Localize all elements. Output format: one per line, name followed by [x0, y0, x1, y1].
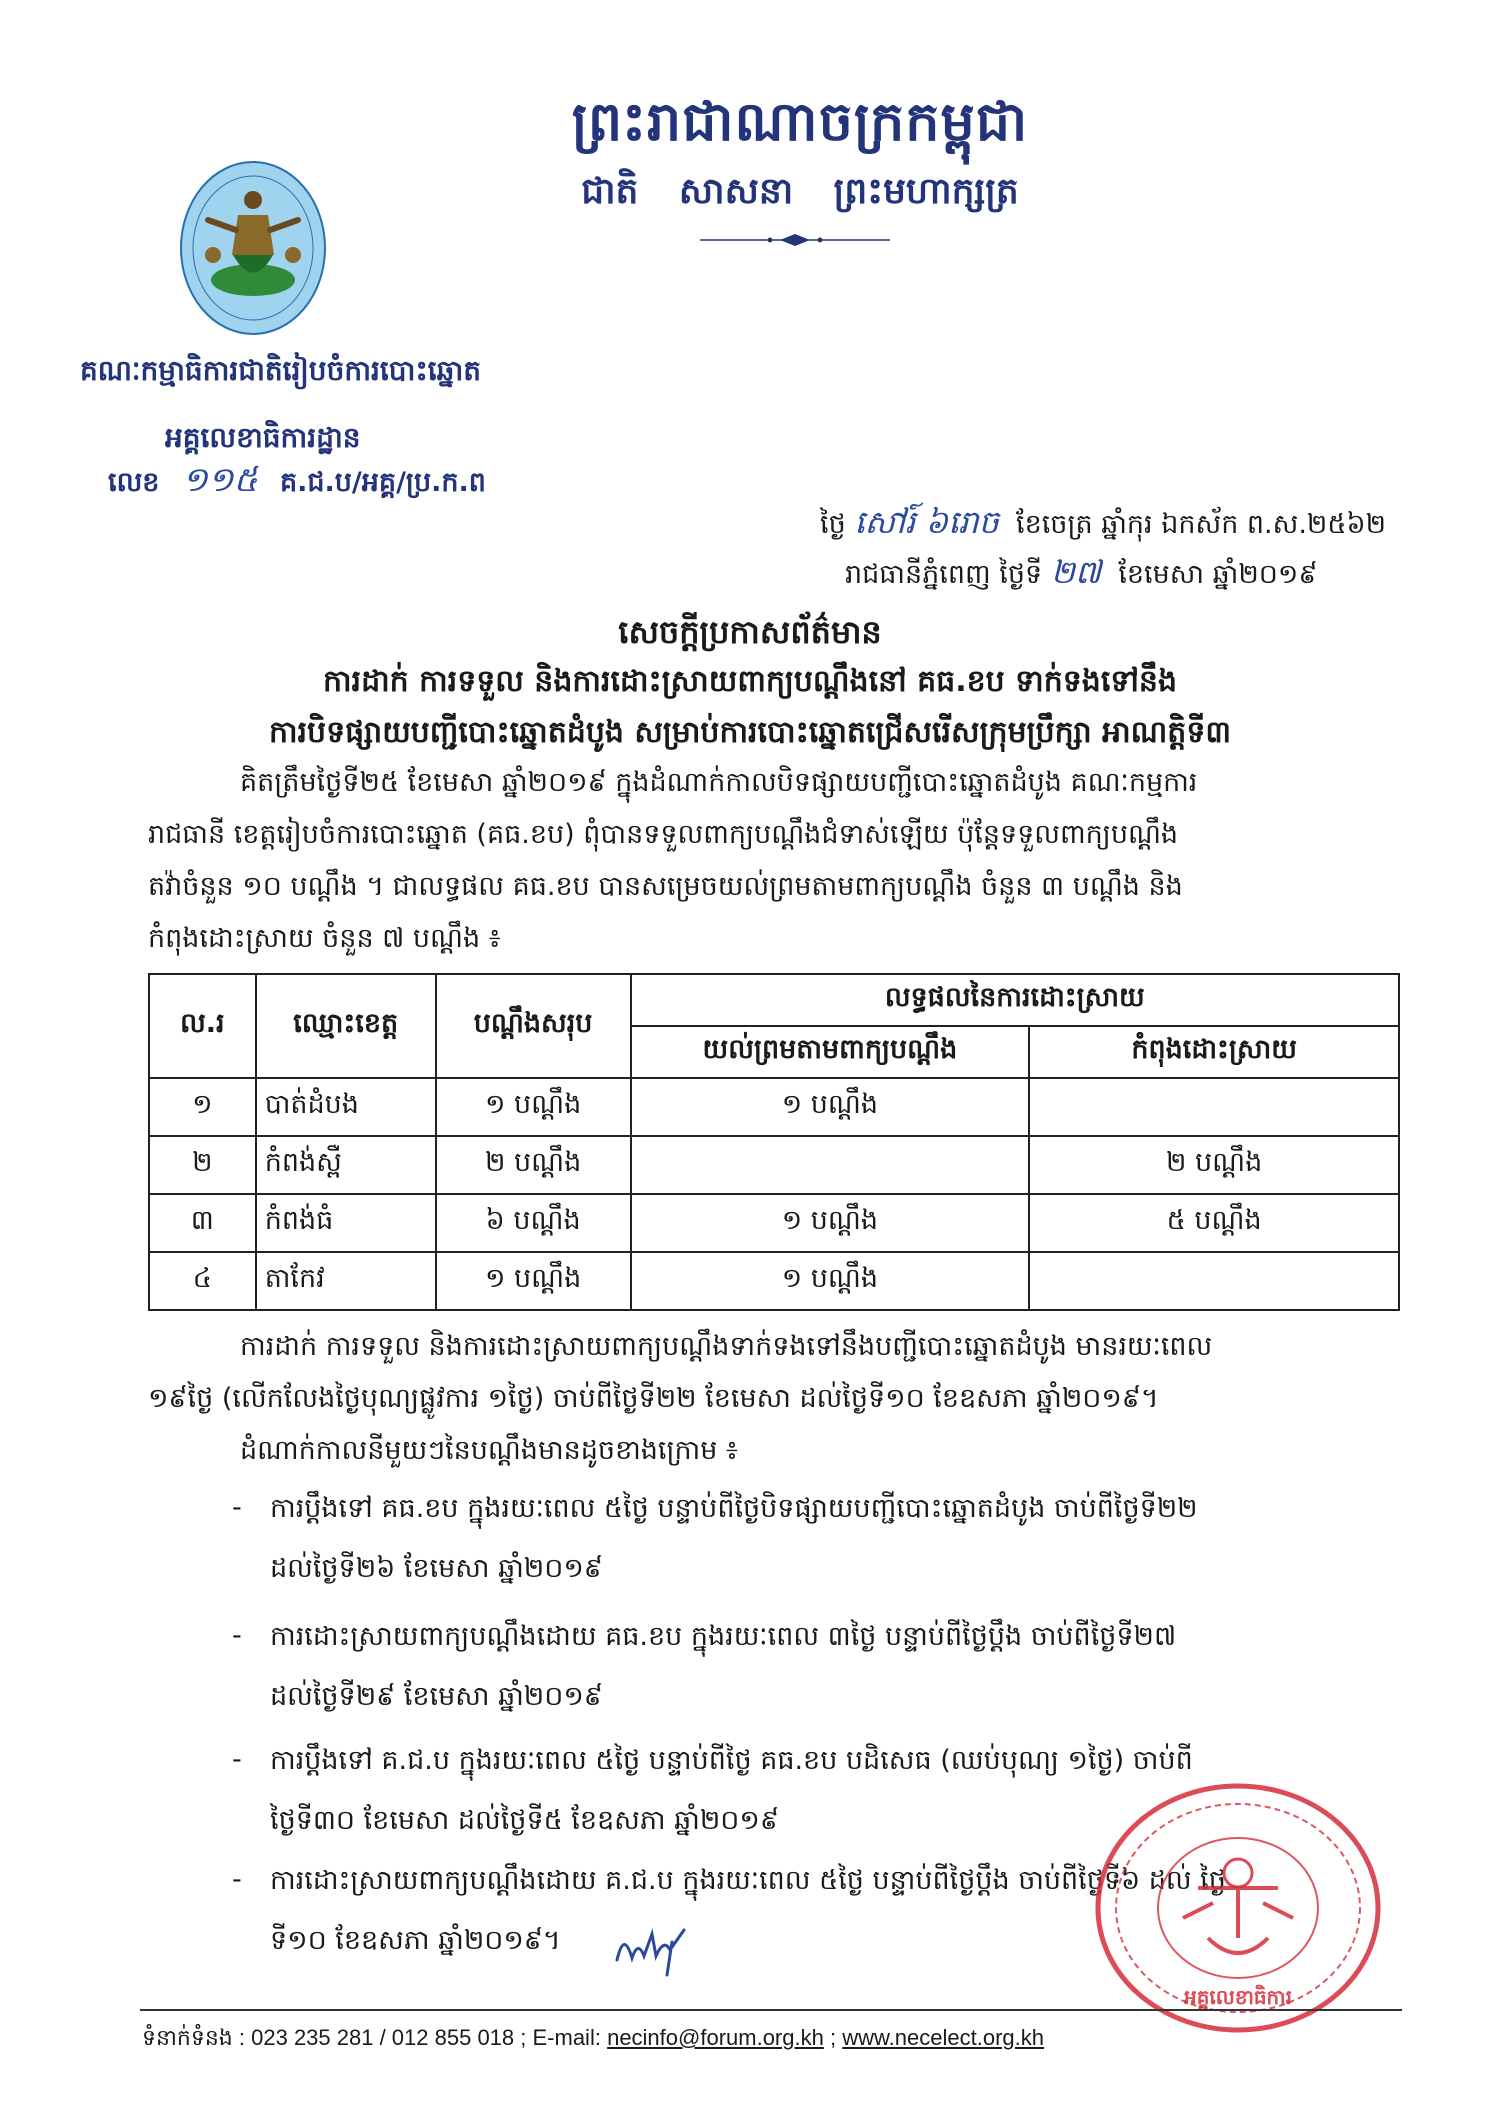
table-row: [149, 1136, 1399, 1194]
cell-province: កំពង់ធំ: [256, 1194, 436, 1252]
cell-agree: ១ បណ្តឹង: [631, 1194, 1030, 1252]
document-title: សេចក្តីប្រកាសព័ត៌មាន: [618, 613, 882, 651]
email-link[interactable]: necinfo@forum.org.kh: [607, 2025, 824, 2050]
header-province: ឈ្មោះខេត្ត: [256, 974, 436, 1078]
department-name: អគ្គលេខាធិការដ្ឋាន: [165, 421, 361, 454]
period-line: ១៩ថ្ងៃ (លើកលែងថ្ងៃបុណ្យផ្លូវការ ១ថ្ងៃ) ចាប់ពីថ្ងៃទី២២ ខែមេសា ដល់ថ្ងៃទី១០ ខែឧសភា ឆ្នាំ២០១៩។: [148, 1383, 1159, 1414]
footer-contact: [142, 2024, 1044, 2056]
header-no: ល.រ: [149, 974, 256, 1078]
bullet-line: ដល់ថ្ងៃទី២៦ ខែមេសា ឆ្នាំ២០១៩: [270, 1553, 603, 1584]
bullet-line: ទី១០ ខែឧសភា ឆ្នាំ២០១៩។: [270, 1925, 561, 1956]
intro-line: រាជធានី ខេត្តរៀបចំការបោះឆ្នោត (គធ.ខប) ពុំបានទទួលពាក្យបណ្តឹងជំទាស់ឡើយ ប៉ុន្តែទទួលពាក្យបណ្តឹង: [148, 819, 1179, 850]
bullet-line: ការប្តឹងទៅ គធ.ខប ក្នុងរយៈពេល ៥ថ្ងៃ បន្ទាប់ពីថ្ងៃបិទផ្សាយបញ្ជីបោះឆ្នោតដំបូង ចាប់ពីថ្ងៃទី២២: [270, 1493, 1198, 1524]
stamp-text: អគ្គលេខាធិការ: [1184, 1985, 1292, 2009]
ornament-divider-icon: [700, 232, 890, 248]
solar-date: [845, 552, 1317, 599]
cell-total: ៦ បណ្តឹង: [436, 1194, 631, 1252]
contact-label: ទំនាក់ទំនង :: [142, 2025, 245, 2050]
lunar-date-handwritten: សៅរ៍ ៦រោច: [854, 503, 999, 541]
organization-name: គណៈកម្មាធិការជាតិរៀបចំការបោះឆ្នោត: [80, 354, 482, 387]
header-pending: កំពុងដោះស្រាយ: [1029, 1026, 1399, 1078]
cell-agree: ១ បណ្តឹង: [631, 1078, 1030, 1136]
cell-agree: [631, 1136, 1030, 1194]
bullet-dash: -: [232, 1864, 242, 1895]
bullet-line: ការប្តឹងទៅ គ.ជ.ប ក្នុងរយៈពេល ៥ថ្ងៃ បន្ទាប់ពីថ្ងៃ គធ.ខប បដិសេធ (ឈប់បុណ្យ ១ថ្ងៃ) ចាប់ពី: [270, 1745, 1193, 1776]
cell-no: ១: [149, 1078, 256, 1136]
cell-total: ១ បណ្តឹង: [436, 1078, 631, 1136]
cell-no: ៣: [149, 1194, 256, 1252]
cell-pending: ២ បណ្តឹង: [1029, 1136, 1399, 1194]
document-subtitle-line-2: ការបិទផ្សាយបញ្ជីបោះឆ្នោតដំបូង សម្រាប់ការបោះឆ្នោតជ្រើសរើសក្រុមប្រឹក្សា អាណត្តិទី៣: [268, 715, 1232, 750]
initials-signature-icon: [612, 1920, 692, 1980]
website-link[interactable]: www.necelect.org.kh: [842, 2025, 1044, 2050]
lunar-date: [820, 502, 1386, 549]
period-line: ដំណាក់កាលនីមួយៗនៃបណ្តឹងមានដូចខាងក្រោម ៖: [240, 1435, 738, 1466]
bullet-line: ថ្ងៃទី៣០ ខែមេសា ដល់ថ្ងៃទី៥ ខែឧសភា ឆ្នាំ២០១៩: [270, 1805, 779, 1836]
cell-total: ២ បណ្តឹង: [436, 1136, 631, 1194]
bullet-line: ដល់ថ្ងៃទី២៩ ខែមេសា ឆ្នាំ២០១៩: [270, 1681, 603, 1712]
bullet-dash: -: [232, 1492, 242, 1523]
cell-pending: [1029, 1078, 1399, 1136]
table-row: [149, 1194, 1399, 1252]
intro-line: គិតត្រឹមថ្ងៃទី២៥ ខែមេសា ឆ្នាំ២០១៩ ក្នុងដំណាក់កាលបិទផ្សាយបញ្ជីបោះឆ្នោតដំបូង គណៈកម្មការ: [240, 767, 1198, 798]
cell-pending: ៥ បណ្តឹង: [1029, 1194, 1399, 1252]
bullet-dash: -: [232, 1744, 242, 1775]
bullet-line: ការដោះស្រាយពាក្យបណ្តឹងដោយ គ.ជ.ប ក្នុងរយៈពេល ៥ថ្ងៃ បន្ទាប់ពីថ្ងៃប្តឹង ចាប់ពីថ្ងៃទី៦ ដល់ ថ្ងៃ: [270, 1865, 1226, 1896]
reference-code: គ.ជ.ប/អគ្គ/ប្រ.ក.ព: [280, 467, 486, 498]
cell-no: ៤: [149, 1252, 256, 1310]
bullet-dash: -: [232, 1620, 242, 1651]
footer-separator: ;: [829, 2025, 837, 2050]
national-motto: ជាតិ សាសនា ព្រះមហាក្សត្រ: [581, 171, 1019, 212]
table-row: [149, 1252, 1399, 1310]
complaints-table: [148, 973, 1400, 1311]
cell-pending: [1029, 1252, 1399, 1310]
kingdom-title: ព្រះរាជាណាចក្រកម្ពុជា: [571, 90, 1029, 153]
bullet-line: ការដោះស្រាយពាក្យបណ្តឹងដោយ គធ.ខប ក្នុងរយៈពេល ៣ថ្ងៃ បន្ទាប់ពីថ្ងៃប្តឹង ចាប់ពីថ្ងៃទី២៧: [270, 1621, 1177, 1652]
official-seal-stamp-icon: [1088, 1778, 1388, 2038]
cell-total: ១ បណ្តឹង: [436, 1252, 631, 1310]
period-line: ការដាក់ ការទទួល និងការដោះស្រាយពាក្យបណ្តឹងទាក់ទងទៅនឹងបញ្ជីបោះឆ្នោតដំបូង មានរយៈពេល: [240, 1331, 1213, 1362]
intro-line: កំពុងដោះស្រាយ ចំនួន ៧ បណ្តឹង ៖: [148, 923, 501, 954]
nec-logo-icon: [178, 160, 328, 340]
contact-phones: 023 235 281 / 012 855 018 ;: [251, 2025, 527, 2050]
cell-no: ២: [149, 1136, 256, 1194]
cell-province: បាត់ដំបង: [256, 1078, 436, 1136]
solar-date-rest: ខែមេសា ឆ្នាំ២០១៩: [1118, 559, 1318, 590]
lunar-date-prefix: ថ្ងៃ: [820, 509, 846, 540]
header-total: បណ្តឹងសរុប: [436, 974, 631, 1078]
header-agree: យល់ព្រមតាមពាក្យបណ្តឹង: [631, 1026, 1030, 1078]
cell-province: តាកែវ: [256, 1252, 436, 1310]
footer-divider: [140, 2009, 1402, 2011]
document-subtitle-line-1: ការដាក់ ការទទួល និងការដោះស្រាយពាក្យបណ្តឹងនៅ គធ.ខប ទាក់ទងទៅនឹង: [322, 664, 1177, 699]
table-header-row: [149, 974, 1399, 1026]
header-result: លទ្ធផលនៃការដោះស្រាយ: [631, 974, 1399, 1026]
intro-line: តវ៉ាចំនួន ១០ បណ្តឹង ។ ជាលទ្ធផល គធ.ខប បានសម្រេចយល់ព្រមតាមពាក្យបណ្តឹង ចំនួន ៣ បណ្តឹង និង: [148, 871, 1183, 902]
lunar-date-rest: ខែចេត្រ ឆ្នាំកុរ ឯកស័ក ព.ស.២៥៦២: [1016, 509, 1387, 540]
solar-date-prefix: រាជធានីភ្នំពេញ ថ្ងៃទី: [845, 559, 1043, 590]
cell-province: កំពង់ស្ពឺ: [256, 1136, 436, 1194]
solar-date-handwritten: ២៧: [1050, 553, 1102, 591]
reference-label: លេខ: [108, 467, 160, 498]
table-row: [149, 1078, 1399, 1136]
email-label: E-mail:: [532, 2025, 601, 2050]
cell-agree: ១ បណ្តឹង: [631, 1252, 1030, 1310]
reference-number: ១១៥: [182, 460, 258, 500]
